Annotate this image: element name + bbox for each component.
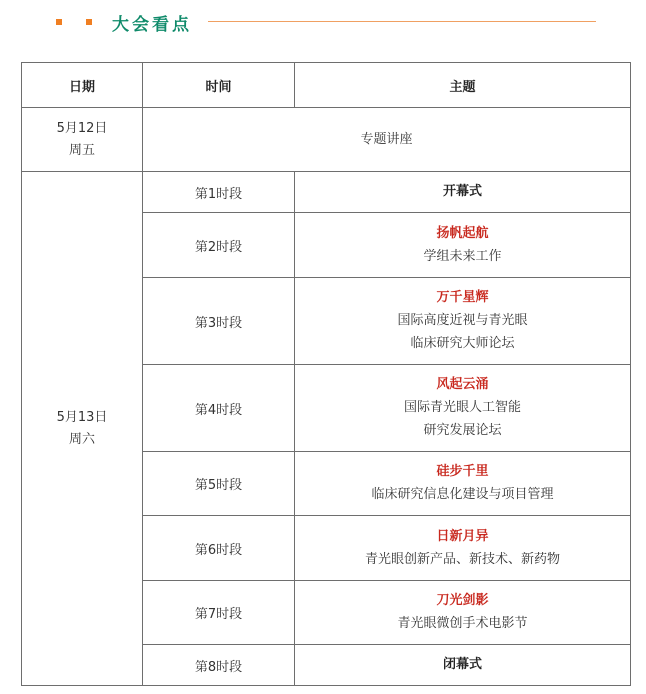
topic-line: 学组未来工作 bbox=[423, 248, 502, 264]
date-cell bbox=[22, 108, 143, 172]
time-cell: 第8时段 bbox=[143, 645, 295, 686]
section-header bbox=[0, 0, 646, 44]
topic-line: 国际高度近视与青光眼 bbox=[397, 313, 528, 328]
time-cell: 第4时段 bbox=[143, 365, 295, 452]
schedule-table bbox=[21, 62, 631, 686]
weekday-label: 周六 bbox=[68, 431, 95, 447]
topic-line: 青光眼创新产品、新技术、新药物 bbox=[364, 551, 560, 567]
table-row bbox=[22, 108, 631, 172]
weekday-label: 周五 bbox=[68, 142, 95, 158]
topic-line: 研究发展论坛 bbox=[423, 423, 502, 438]
topic-cell bbox=[143, 108, 631, 172]
topic-cell bbox=[295, 581, 631, 645]
time-cell: 第7时段 bbox=[143, 581, 295, 645]
topic-line: 国际青光眼人工智能 bbox=[403, 400, 521, 415]
topic-title: 日新月异 bbox=[436, 528, 489, 544]
topic-title: 扬帆起航 bbox=[436, 225, 489, 241]
date-label: 5月12日 bbox=[56, 120, 108, 136]
header-divider bbox=[208, 21, 596, 22]
topic-cell bbox=[295, 172, 631, 213]
topic-text: 专题讲座 bbox=[360, 132, 413, 147]
time-cell: 第3时段 bbox=[143, 278, 295, 365]
date-label: 5月13日 bbox=[56, 409, 108, 425]
topic-line: 青光眼微创手术电影节 bbox=[397, 616, 528, 631]
time-cell: 第2时段 bbox=[143, 213, 295, 278]
topic-line: 临床研究大师论坛 bbox=[410, 336, 515, 351]
topic-cell bbox=[295, 516, 631, 581]
orange-square-icon bbox=[86, 19, 92, 25]
topic-title: 开幕式 bbox=[442, 184, 482, 199]
topic-title: 风起云涌 bbox=[436, 377, 489, 392]
section-title: 大会看点 bbox=[112, 15, 192, 35]
orange-square-icon bbox=[56, 19, 62, 25]
topic-title: 闭幕式 bbox=[442, 657, 482, 672]
topic-title: 万千星辉 bbox=[436, 290, 489, 305]
topic-cell bbox=[295, 452, 631, 516]
topic-cell bbox=[295, 645, 631, 686]
topic-title: 刀光剑影 bbox=[436, 593, 489, 608]
topic-cell bbox=[295, 213, 631, 278]
table-header-row bbox=[22, 63, 631, 108]
header-topic: 主题 bbox=[295, 63, 631, 108]
topic-cell bbox=[295, 278, 631, 365]
topic-cell bbox=[295, 365, 631, 452]
time-cell: 第5时段 bbox=[143, 452, 295, 516]
header-time: 时间 bbox=[143, 63, 295, 108]
time-cell: 第6时段 bbox=[143, 516, 295, 581]
table-row bbox=[22, 172, 631, 213]
topic-title: 硅步千里 bbox=[436, 464, 489, 479]
topic-line: 临床研究信息化建设与项目管理 bbox=[371, 487, 554, 502]
time-cell: 第1时段 bbox=[143, 172, 295, 213]
date-cell bbox=[22, 172, 143, 686]
header-date: 日期 bbox=[22, 63, 143, 108]
